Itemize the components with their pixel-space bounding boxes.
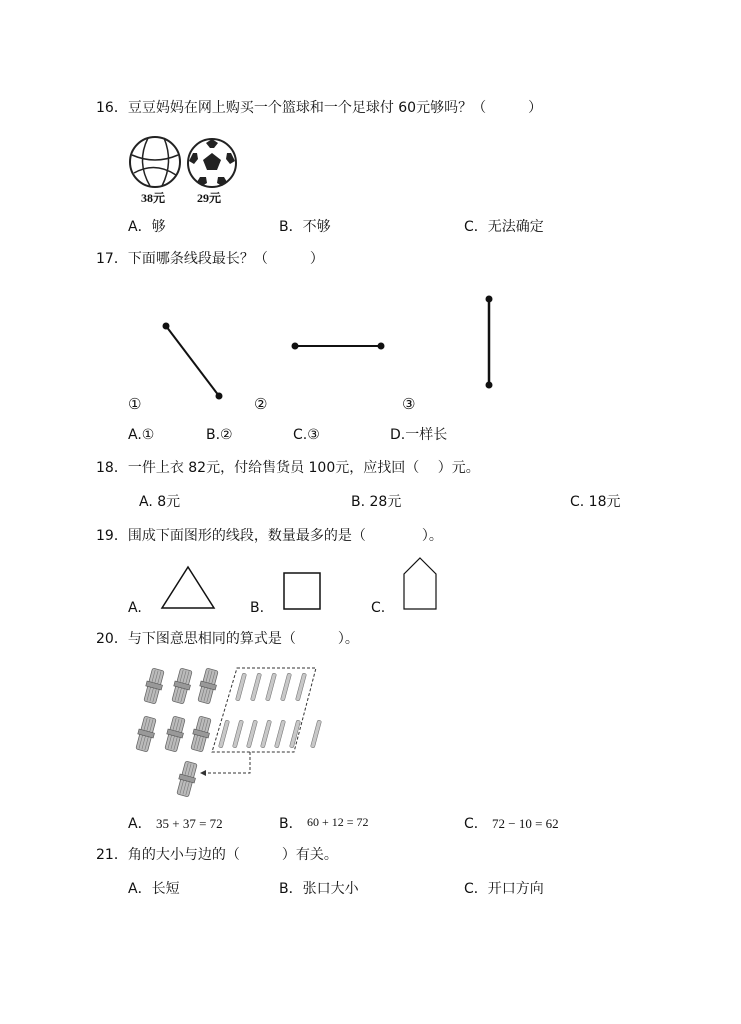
q20-option-c[interactable]: C． xyxy=(464,816,488,832)
question-18-text: 18．一件上衣 82元，付给售货员 100元，应找回（ ）元。 xyxy=(96,460,480,476)
question-17-text: 17．下面哪条线段最长？（ ） xyxy=(96,251,324,267)
q21-option-b[interactable]: B．张口大小 xyxy=(279,881,359,897)
q21-option-c[interactable]: C．开口方向 xyxy=(464,881,544,897)
q20-formula-b: 60 + 12 = 72 xyxy=(307,815,369,829)
basketball-price: 38元 xyxy=(141,191,166,205)
q18-option-a[interactable]: A. 8元 xyxy=(139,494,181,510)
q20-formula-a: 35 + 37 = 72 xyxy=(156,816,223,831)
segment-label-1: ① xyxy=(128,395,142,413)
question-16-text: 16．豆豆妈妈在网上购买一个篮球和一个足球付 60元够吗？（ ） xyxy=(96,100,543,116)
q21-option-a[interactable]: A．长短 xyxy=(128,881,180,897)
q20-option-a[interactable]: A． xyxy=(128,816,152,832)
q17-option-d[interactable]: D.一样长 xyxy=(390,427,448,443)
q20-option-b[interactable]: B． xyxy=(279,816,303,832)
question-19-text: 19．围成下面图形的线段，数量最多的是（ ）。 xyxy=(96,528,443,544)
question-21-text: 21．角的大小与边的（ ）有关。 xyxy=(96,847,338,863)
q19-option-a[interactable]: A. xyxy=(128,600,142,616)
q16-option-a[interactable]: A．够 xyxy=(128,219,166,235)
q16-option-b[interactable]: B．不够 xyxy=(279,219,331,235)
question-20-text: 20．与下图意思相同的算式是（ ）。 xyxy=(96,631,359,647)
segment-label-3: ③ xyxy=(402,395,416,413)
q18-option-b[interactable]: B. 28元 xyxy=(351,494,402,510)
q18-option-c[interactable]: C. 18元 xyxy=(570,494,621,510)
q20-formula-c: 72 − 10 = 62 xyxy=(492,816,559,831)
q19-option-b[interactable]: B. xyxy=(250,600,265,616)
q19-option-c[interactable]: C. xyxy=(371,600,386,616)
football-price: 29元 xyxy=(197,191,222,205)
q17-option-a[interactable]: A.① xyxy=(128,427,155,443)
q17-option-c[interactable]: C.③ xyxy=(293,427,320,443)
q17-option-b[interactable]: B.② xyxy=(206,427,233,443)
q16-option-c[interactable]: C．无法确定 xyxy=(464,219,544,235)
segment-label-2: ② xyxy=(254,395,268,413)
